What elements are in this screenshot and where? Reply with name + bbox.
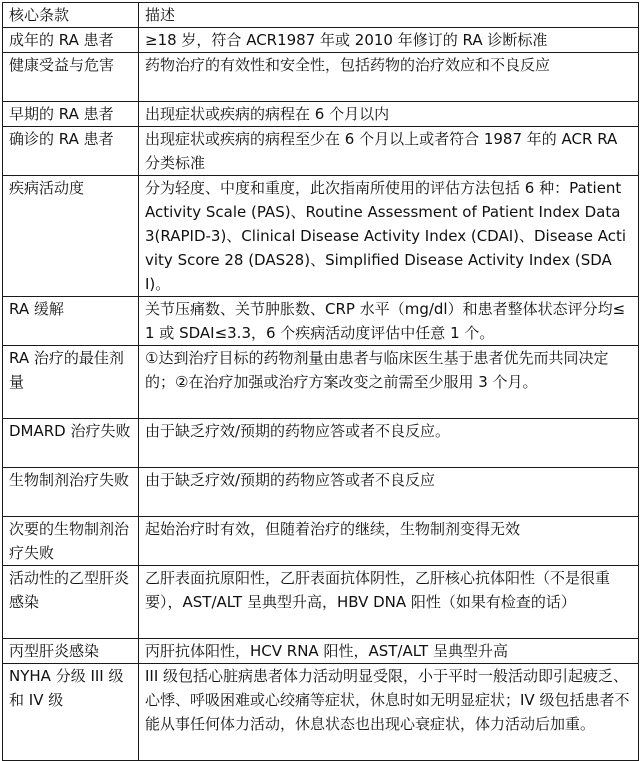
table-row [3,419,639,468]
term-cell: DMARD 治疗失败 [3,419,139,468]
table-row [3,566,639,639]
description-cell: 丙肝抗体阳性，HCV RNA 阳性，AST/ALT 呈典型升高 [139,639,639,664]
term-cell: 次要的生物制剂治疗失败 [3,517,139,566]
table-row [3,127,639,176]
term-cell: 早期的 RA 患者 [3,102,139,127]
description-cell: 由于缺乏疗效/预期的药物应答或者不良反应 [139,468,639,517]
description-cell: 分为轻度、中度和重度，此次指南所使用的评估方法包括 6 种：Patient Activity Scale (PAS)、Routine Assessment of Patient Index Data 3(RAPID-3)、Clinical Disease Activity Index (CDAI)、Disease Activity Score 28 (DAS28)、Simplified Disease Activity Index (SDAI)。 [139,176,639,297]
table-row [3,176,639,297]
description-cell: 出现症状或疾病的病程至少在 6 个月以上或者符合 1987 年的 ACR RA 分类标准 [139,127,639,176]
description-cell: 出现症状或疾病的病程在 6 个月以内 [139,102,639,127]
term-cell: 成年的 RA 患者 [3,28,139,53]
description-cell: 乙肝表面抗原阳性，乙肝表面抗体阴性，乙肝核心抗体阳性（不是很重要），AST/ALT 呈典型升高，HBV DNA 阳性（如果有检查的话） [139,566,639,639]
term-cell: 活动性的乙型肝炎感染 [3,566,139,639]
description-cell: III 级包括心脏病患者体力活动明显受限，小于平时一般活动即引起疲乏、心悸、呼吸困难或心绞痛等症状，休息时如无明显症状；IV 级包括患者不能从事任何体力活动，休息状态也出现心衰症状，体力活动后加重。 [139,664,639,761]
term-cell: RA 缓解 [3,297,139,346]
table-row [3,297,639,346]
term-cell: NYHA 分级 III 级和 IV 级 [3,664,139,761]
table-row [3,517,639,566]
table-row [3,53,639,102]
description-cell: 关节压痛数、关节肿胀数、CRP 水平（mg/dl）和患者整体状态评分均≤1 或 SDAI≤3.3，6 个疾病活动度评估中任意 1 个。 [139,297,639,346]
header-description: 描述 [139,3,639,28]
description-cell: 药物治疗的有效性和安全性，包括药物的治疗效应和不良反应 [139,53,639,102]
term-cell: 生物制剂治疗失败 [3,468,139,517]
term-cell: 丙型肝炎感染 [3,639,139,664]
header-term: 核心条款 [3,3,139,28]
table-row [3,664,639,761]
table-row [3,346,639,419]
description-cell: 由于缺乏疗效/预期的药物应答或者不良反应。 [139,419,639,468]
table-row [3,639,639,664]
table-header-row [3,3,639,28]
term-cell: 疾病活动度 [3,176,139,297]
description-cell: ①达到治疗目标的药物剂量由患者与临床医生基于患者优先而共同决定的；②在治疗加强或治疗方案改变之前需至少服用 3 个月。 [139,346,639,419]
description-cell: ≥18 岁，符合 ACR1987 年或 2010 年修订的 RA 诊断标准 [139,28,639,53]
term-cell: RA 治疗的最佳剂量 [3,346,139,419]
table-row [3,28,639,53]
table-row [3,102,639,127]
term-cell: 健康受益与危害 [3,53,139,102]
description-cell: 起始治疗时有效，但随着治疗的继续，生物制剂变得无效 [139,517,639,566]
table-row [3,468,639,517]
terms-table [2,2,639,761]
term-cell: 确诊的 RA 患者 [3,127,139,176]
